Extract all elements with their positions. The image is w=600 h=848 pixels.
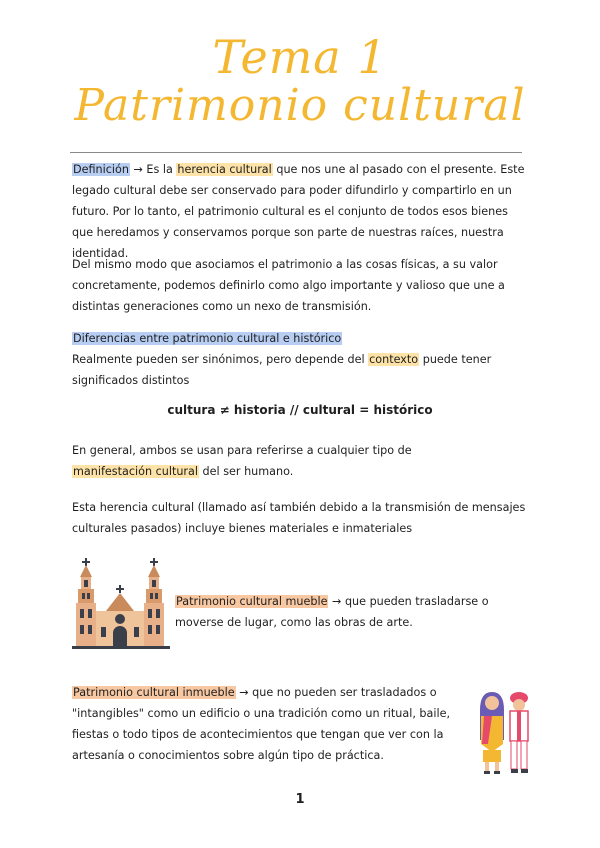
general-paragraph (72, 440, 492, 482)
definition-arrow-text: → Es la (129, 163, 177, 176)
title-line-1: Tema 1 (212, 30, 388, 84)
definition-label: Definición (73, 163, 129, 176)
general-highlight: manifestación cultural (73, 465, 198, 478)
inmueble-paragraph (72, 682, 457, 766)
divider (70, 152, 522, 153)
differences-highlight: contexto (369, 353, 419, 366)
differences-section (72, 328, 512, 391)
mueble-text: → que pueden trasladarse o moverse de lugar, como las obras de arte. (175, 595, 489, 629)
mueble-label: Patrimonio cultural mueble (176, 595, 328, 608)
page-number: 1 (295, 792, 305, 807)
differences-text-before: Realmente pueden ser sinónimos, pero depende del (72, 353, 369, 366)
general-text-before: En general, ambos se usan para referirse a cualquier tipo de (72, 444, 412, 457)
cathedral-icon (72, 553, 170, 651)
paragraph-2: Del mismo modo que asociamos el patrimonio a las cosas físicas, a su valor concretamente, podemos definirlo como algo importante y valioso que une a distintas generaciones como un nexo de transmisión. (72, 258, 505, 313)
title-line-2: Patrimonio cultural (74, 80, 526, 131)
general-text-after: del ser humano. (199, 465, 294, 478)
inmueble-label: Patrimonio cultural inmueble (73, 686, 235, 699)
mueble-paragraph (175, 591, 495, 633)
differences-heading: Diferencias entre patrimonio cultural e histórico (73, 332, 342, 345)
inmueble-text: → que no pueden ser trasladados o "intangibles" como un edificio o una tradición como un ritual, baile, fiestas o todo tipos de acontecimientos que tengan que ver con la artesanía o conocimientos sobre algún tipo de práctica. (72, 686, 451, 762)
formula: cultura ≠ historia // cultural = histórico (167, 403, 433, 417)
definition-paragraph (72, 159, 532, 264)
herencia-paragraph: Esta herencia cultural (llamado así también debido a la transmisión de mensajes culturales pasados) incluye bienes materiales e inmateriales (72, 501, 526, 535)
differences-text-after: puede tener significados distintos (72, 353, 492, 387)
definition-highlight: herencia cultural (177, 163, 272, 176)
traditional-people-icon (474, 690, 536, 776)
definition-text: que nos une al pasado con el presente. Este legado cultural debe ser conservado para poder difundirlo y compartirlo en un futuro. Por lo tanto, el patrimonio cultural es el conjunto de todos esos bienes que heredamos y conservamos porque son parte de nuestras raíces, nuestra identidad. (72, 163, 525, 260)
